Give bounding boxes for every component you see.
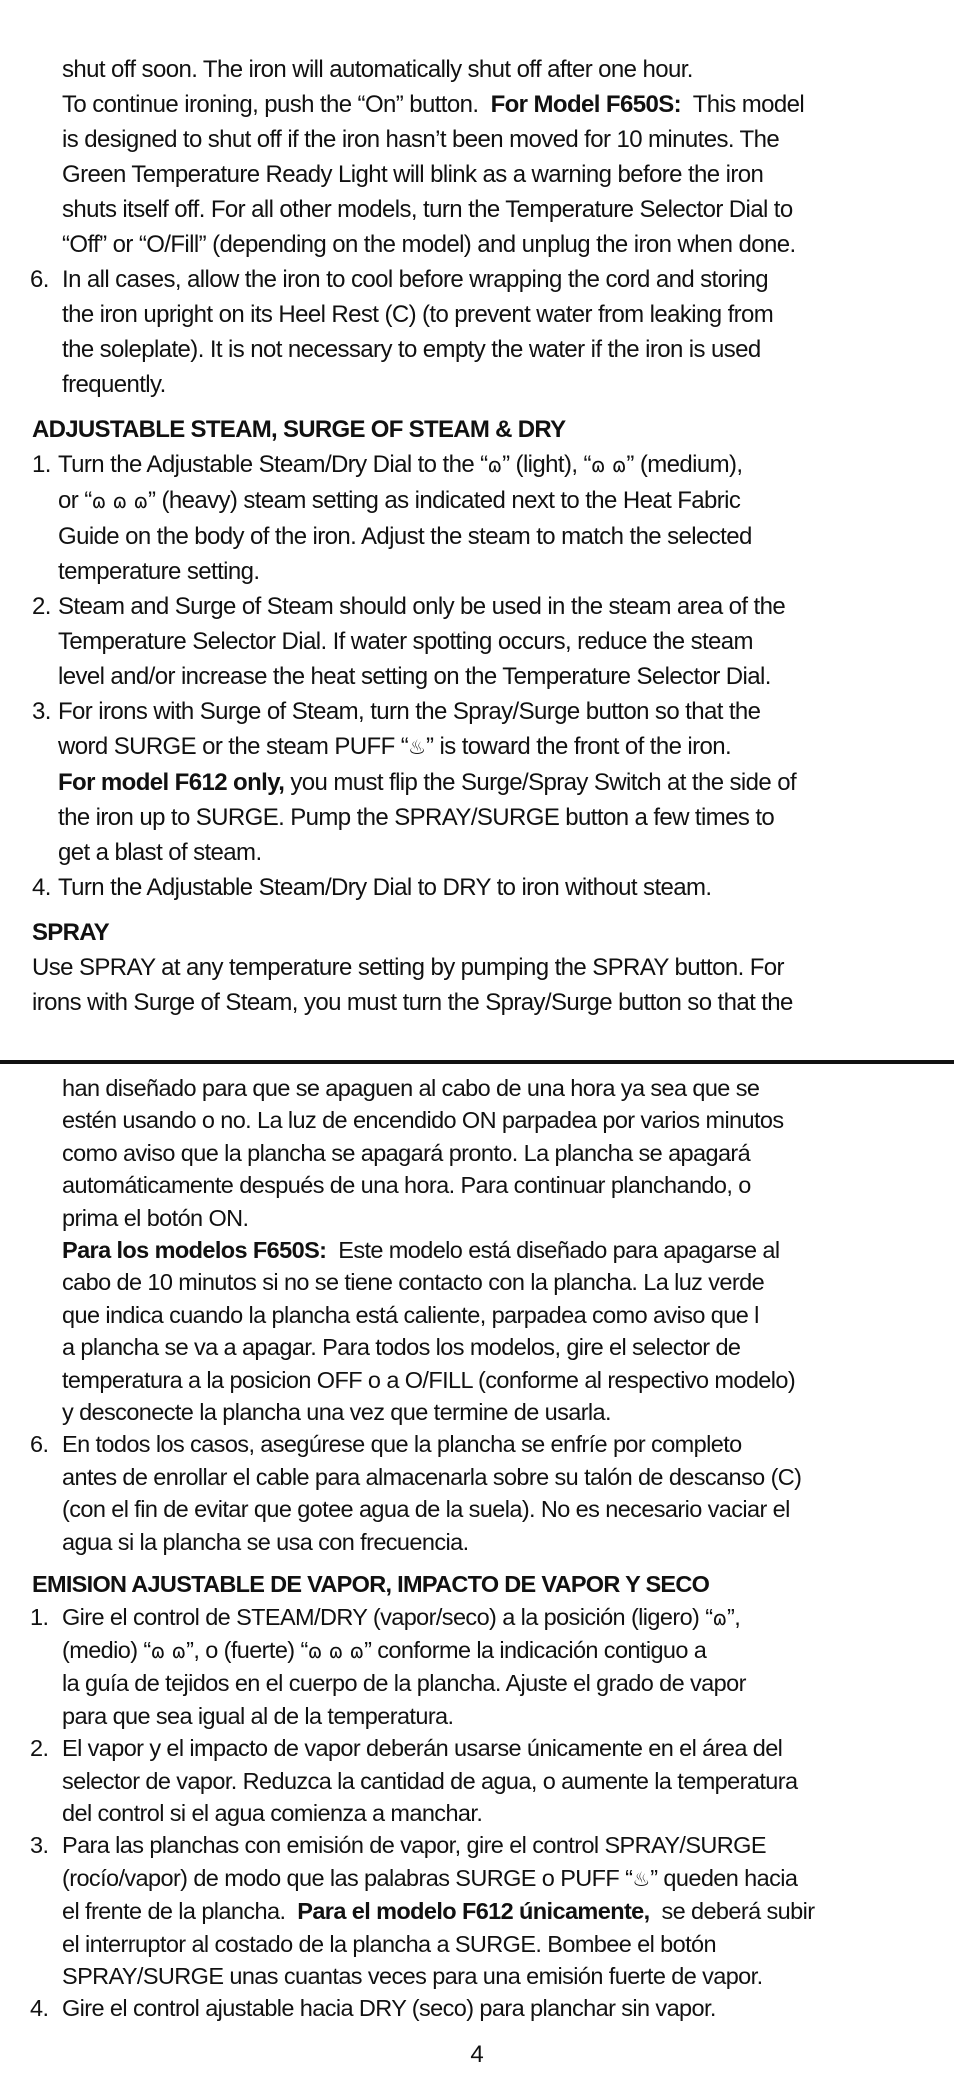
text-line: y desconecte la plancha una vez que termine de usarla. — [62, 1399, 611, 1426]
text-line: (rocío/vapor) de modo que las palabras SURGE o PUFF “♨” queden hacia — [62, 1864, 798, 1891]
text-line: level and/or increase the heat setting on the Temperature Selector Dial. — [58, 663, 771, 690]
section-heading: ADJUSTABLE STEAM, SURGE OF STEAM & DRY — [32, 416, 566, 443]
item-number: 6. — [30, 1431, 49, 1458]
model-label: Para los modelos F650S: — [62, 1237, 327, 1264]
text-line: agua si la plancha se usa con frecuencia. — [62, 1528, 469, 1555]
text-line: estén usando o no. La luz de encendido ON parpadea por varios minutos — [62, 1107, 784, 1134]
item-number: 4. — [32, 874, 51, 901]
list-item — [0, 1992, 954, 2024]
text-line: For irons with Surge of Steam, turn the Spray/Surge button so that the — [58, 698, 761, 725]
text-line: Gire el control ajustable hacia DRY (seco) para planchar sin vapor. — [62, 1995, 716, 2022]
list-item — [0, 1829, 954, 1992]
text-line: For model F612 only, you must flip the Surge/Spray Switch at the side of — [58, 769, 797, 796]
list-item — [0, 262, 954, 402]
text-line: “Off” or “O/Fill” (depending on the model) and unplug the iron when done. — [62, 231, 796, 258]
text-line: el frente de la plancha. Para el modelo F612 únicamente, se deberá subir — [62, 1898, 815, 1925]
list-item — [0, 694, 954, 870]
steam-puff-icon: ♨ — [408, 735, 427, 759]
section-heading: SPRAY — [32, 919, 109, 946]
text-line: antes de enrollar el cable para almacenarla sobre su talón de descanso (C) — [62, 1463, 802, 1490]
text-line: han diseñado para que se apaguen al cabo de una hora ya sea que se — [62, 1075, 760, 1101]
spanish-section — [0, 1072, 954, 2025]
steam-heavy-icon: ɷ ɷ ɷ — [307, 1638, 365, 1663]
text-line: para que sea igual al de la temperatura. — [62, 1702, 454, 1729]
text-line: la guía de tejidos en el cuerpo de la plancha. Ajuste el grado de vapor — [62, 1670, 746, 1697]
list-item — [0, 447, 954, 589]
text-line: SPRAY/SURGE unas cuantas veces para una emisión fuerte de vapor. — [62, 1962, 763, 1989]
text-line: frequently. — [62, 371, 166, 398]
item-number: 2. — [30, 1735, 49, 1762]
text-line: Use SPRAY at any temperature setting by pumping the SPRAY button. For — [32, 954, 784, 981]
text-line: que indica cuando la plancha está caliente, parpadea como aviso que l — [62, 1301, 759, 1328]
spanish-continued-paragraph — [0, 1072, 954, 1428]
text-line: or “ɷ ɷ ɷ” (heavy) steam setting as indicated next to the Heat Fabric — [58, 487, 741, 514]
model-label: Para el modelo F612 únicamente, — [297, 1898, 650, 1925]
text-line: a plancha se va a apagar. Para todos los modelos, gire el selector de — [62, 1334, 741, 1361]
item-number: 6. — [30, 266, 49, 293]
item-number: 2. — [32, 593, 51, 620]
text-line: cabo de 10 minutos si no se tiene contacto con la plancha. La luz verde — [62, 1269, 765, 1296]
list-item — [0, 1601, 954, 1733]
text-line: Green Temperature Ready Light will blink as a warning before the iron — [62, 161, 764, 188]
spray-paragraph — [0, 950, 954, 1020]
item-number: 1. — [30, 1603, 49, 1630]
steam-light-icon: ɷ — [487, 453, 503, 477]
list-item — [0, 870, 954, 905]
steam-heavy-icon: ɷ ɷ ɷ — [91, 489, 149, 513]
page-number: 4 — [470, 2041, 484, 2068]
item-number: 4. — [30, 1995, 49, 2022]
english-continued-paragraph — [0, 52, 954, 262]
text-line: el interruptor al costado de la plancha a SURGE. Bombee el botón — [62, 1930, 716, 1957]
text-line: (medio) “ɷ ɷ”, o (fuerte) “ɷ ɷ ɷ” conforme la indicación contiguo a — [62, 1636, 707, 1663]
english-section — [0, 52, 954, 1020]
item-number: 3. — [32, 698, 51, 725]
list-item — [0, 589, 954, 694]
item-number: 3. — [30, 1832, 49, 1859]
list-item — [0, 1732, 954, 1829]
text-line: prima el botón ON. — [62, 1204, 249, 1231]
text-line: como aviso que la plancha se apagará pronto. La plancha se apagará — [62, 1139, 751, 1166]
text-line: the soleplate). It is not necessary to empty the water if the iron is used — [62, 336, 761, 363]
text-line: get a blast of steam. — [58, 839, 262, 866]
text-line: the iron upright on its Heel Rest (C) (to prevent water from leaking from — [62, 301, 774, 328]
text-line: Guide on the body of the iron. Adjust the steam to match the selected — [58, 523, 752, 550]
text-line: word SURGE or the steam PUFF “♨” is toward the front of the iron. — [58, 733, 732, 760]
text-line: Gire el control de STEAM/DRY (vapor/seco) a la posición (ligero) “ɷ”, — [62, 1603, 741, 1630]
steam-medium-icon: ɷ ɷ — [590, 453, 627, 477]
text-line: En todos los casos, asegúrese que la plancha se enfríe por completo — [62, 1431, 742, 1458]
item-number: 1. — [32, 451, 51, 478]
section-heading: EMISION AJUSTABLE DE VAPOR, IMPACTO DE VAPOR Y SECO — [32, 1571, 710, 1598]
text-line: is designed to shut off if the iron hasn’t been moved for 10 minutes. The — [62, 126, 780, 153]
text-line: irons with Surge of Steam, you must turn the Spray/Surge button so that the — [32, 989, 793, 1016]
text-line: Para las planchas con emisión de vapor, gire el control SPRAY/SURGE — [62, 1832, 766, 1859]
steam-puff-icon: ♨ — [632, 1866, 651, 1891]
model-label: For Model F650S: — [490, 91, 681, 118]
section-divider — [0, 1060, 954, 1064]
text-line: automáticamente después de una hora. Para continuar planchando, o — [62, 1172, 751, 1199]
text-line: El vapor y el impacto de vapor deberán usarse únicamente en el área del — [62, 1735, 783, 1762]
text-line: temperatura a la posicion OFF o a O/FILL (conforme al respectivo modelo) — [62, 1366, 796, 1393]
model-label: For model F612 only, — [58, 769, 285, 796]
text-line: Steam and Surge of Steam should only be used in the steam area of the — [58, 593, 786, 620]
text-line: To continue ironing, push the “On” button. For Model F650S: This model — [62, 91, 805, 118]
text-line: shut off soon. The iron will automatically shut off after one hour. — [62, 56, 693, 83]
text-line: Para los modelos F650S: Este modelo está diseñado para apagarse al — [62, 1237, 780, 1264]
text-line: selector de vapor. Reduzca la cantidad de agua, o aumente la temperatura — [62, 1767, 798, 1794]
text-line: Turn the Adjustable Steam/Dry Dial to DRY to iron without steam. — [58, 874, 712, 901]
steam-light-icon: ɷ — [712, 1605, 728, 1630]
text-line: In all cases, allow the iron to cool before wrapping the cord and storing — [62, 266, 768, 293]
text-line: shuts itself off. For all other models, turn the Temperature Selector Dial to — [62, 196, 793, 223]
text-line: Turn the Adjustable Steam/Dry Dial to the “ɷ” (light), “ɷ ɷ” (medium), — [58, 451, 743, 478]
text-line: (con el fin de evitar que gotee agua de la suela). No es necesario vaciar el — [62, 1496, 790, 1523]
steam-medium-icon: ɷ ɷ — [150, 1638, 187, 1663]
text-line: the iron up to SURGE. Pump the SPRAY/SURGE button a few times to — [58, 804, 775, 831]
text-line: Temperature Selector Dial. If water spotting occurs, reduce the steam — [58, 628, 753, 655]
text-line: del control si el agua comienza a manchar. — [62, 1799, 483, 1826]
text-line: temperature setting. — [58, 558, 260, 585]
list-item — [0, 1428, 954, 1558]
